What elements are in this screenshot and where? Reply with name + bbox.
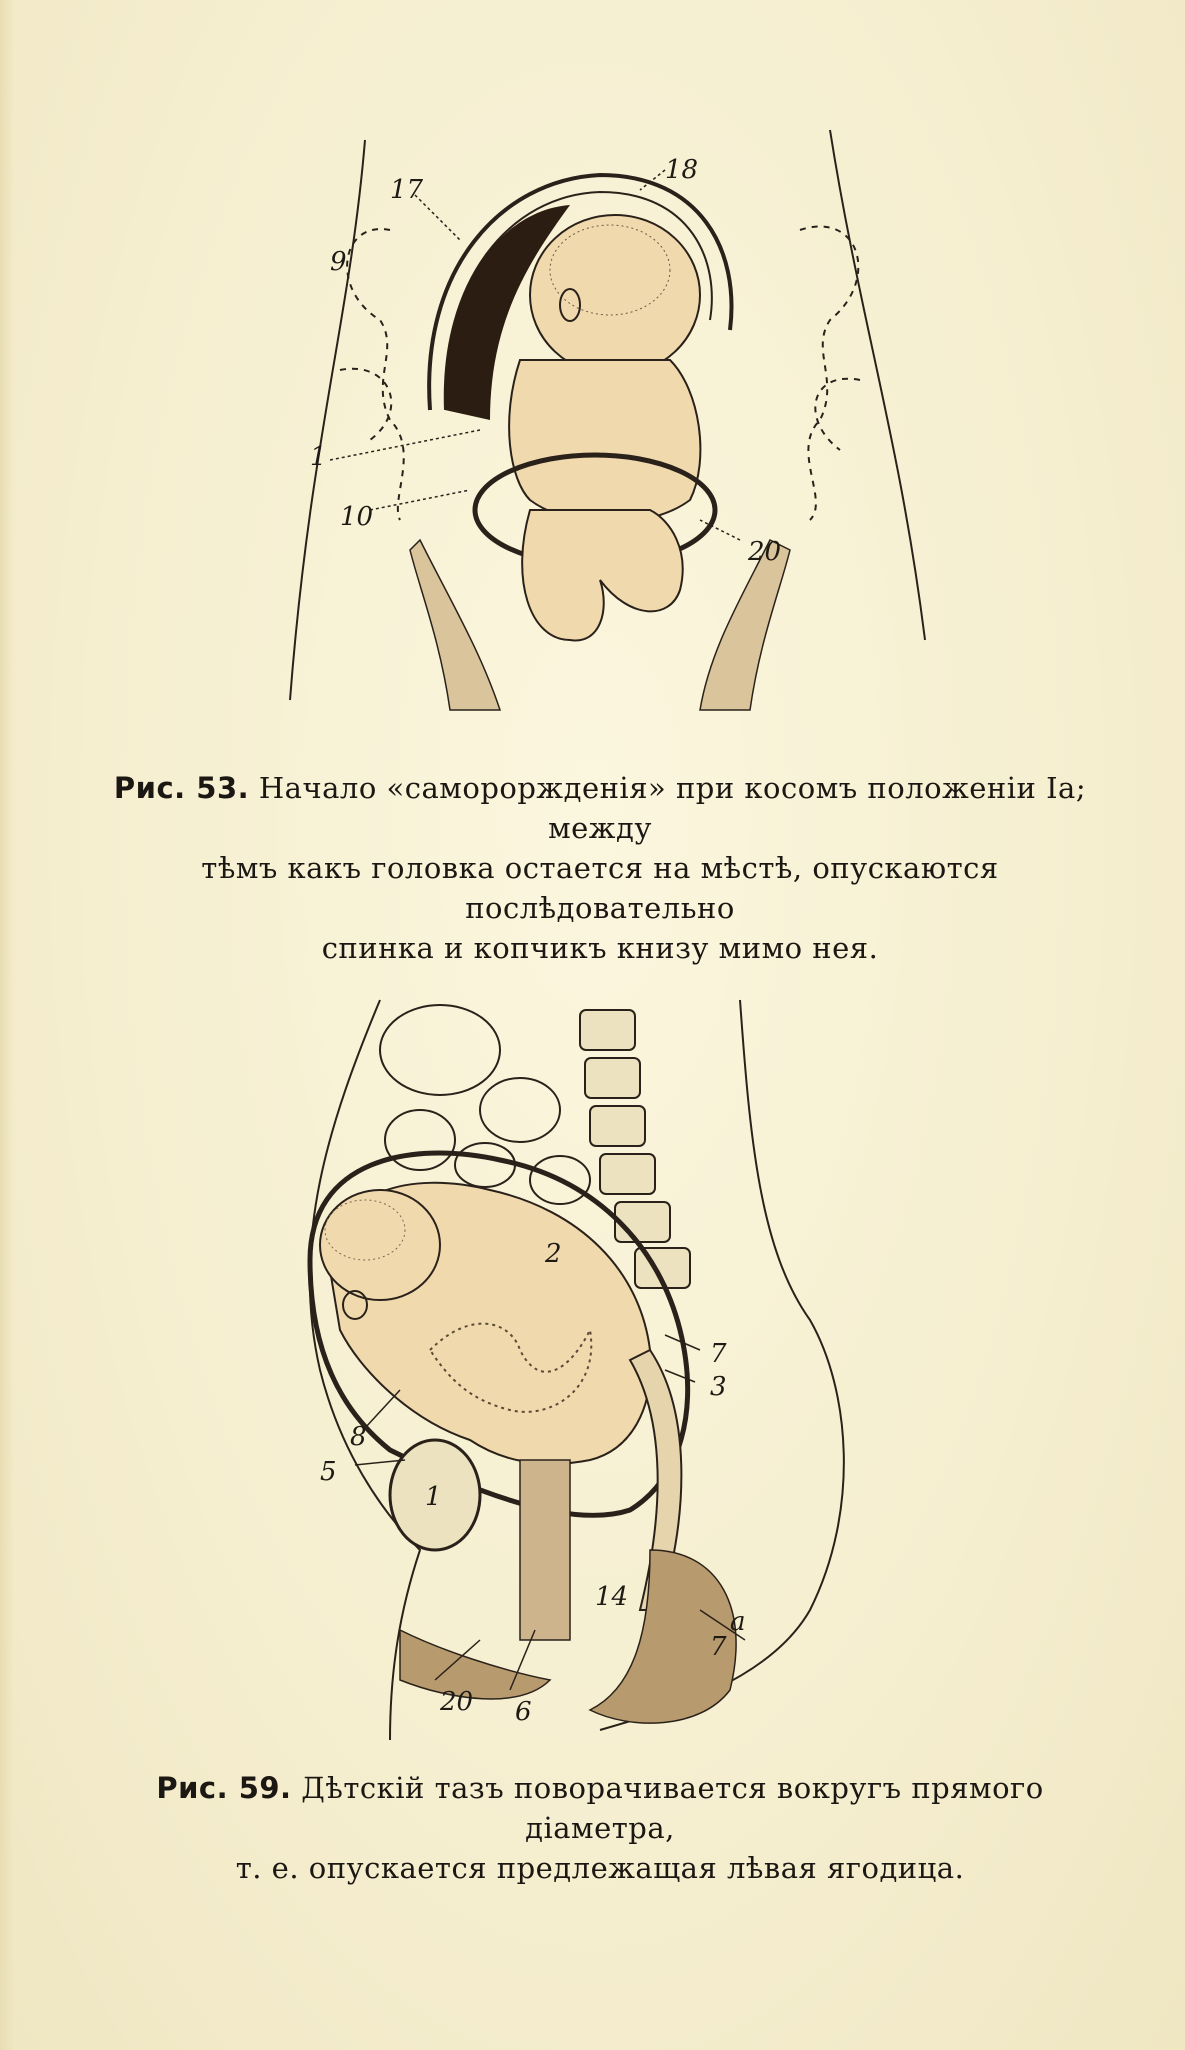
figure-53-caption — [80, 768, 1120, 968]
figure-53-caption-line-2: тѣмъ какъ головка остается на мѣстѣ, опускаются послѣдовательно — [201, 851, 999, 925]
fig53-label-18: 18 — [665, 155, 699, 185]
fig59-label-3: 3 — [710, 1372, 727, 1402]
fig53-label-10: 10 — [340, 502, 374, 532]
fig53-label-9: 9 — [330, 247, 347, 277]
figure-59-caption-label: Рис. 59. — [156, 1771, 292, 1805]
fig59-label-a: a — [730, 1607, 746, 1637]
figure-59-caption — [80, 1768, 1120, 1888]
fig59-label-14: 14 — [595, 1582, 629, 1612]
fig53-label-20: 20 — [748, 537, 782, 567]
fig53-label-1: 1 — [310, 442, 327, 472]
fig59-label-6: 6 — [515, 1697, 532, 1727]
figure-53-caption-line-1: Начало «самороржденія» при косомъ положеніи Ia; между — [258, 771, 1087, 845]
fig59-label-20: 20 — [440, 1687, 474, 1717]
fig59-label-8: 8 — [350, 1422, 367, 1452]
figure-59-caption-line-2: т. е. опускается предлежащая лѣвая ягодица. — [235, 1851, 965, 1885]
fig59-label-2: 2 — [545, 1239, 562, 1269]
figure-59-caption-line-1: Дѣтскій тазъ поворачивается вокругъ прямого діаметра, — [301, 1771, 1044, 1845]
fig53-label-17: 17 — [390, 175, 424, 205]
fig59-label-7-lower: 7 — [710, 1632, 727, 1662]
page-edge-shadow — [0, 0, 14, 2050]
figure-53-caption-label: Рис. 53. — [113, 771, 250, 805]
fig59-label-7-upper: 7 — [710, 1339, 727, 1369]
fig59-label-1: 1 — [425, 1482, 442, 1512]
figure-53-illustration — [270, 120, 950, 720]
figure-53-caption-line-3: спинка и копчикъ книзу мимо нея. — [321, 931, 879, 965]
figure-59-illustration — [270, 990, 950, 1750]
fig59-label-5: 5 — [320, 1457, 337, 1487]
